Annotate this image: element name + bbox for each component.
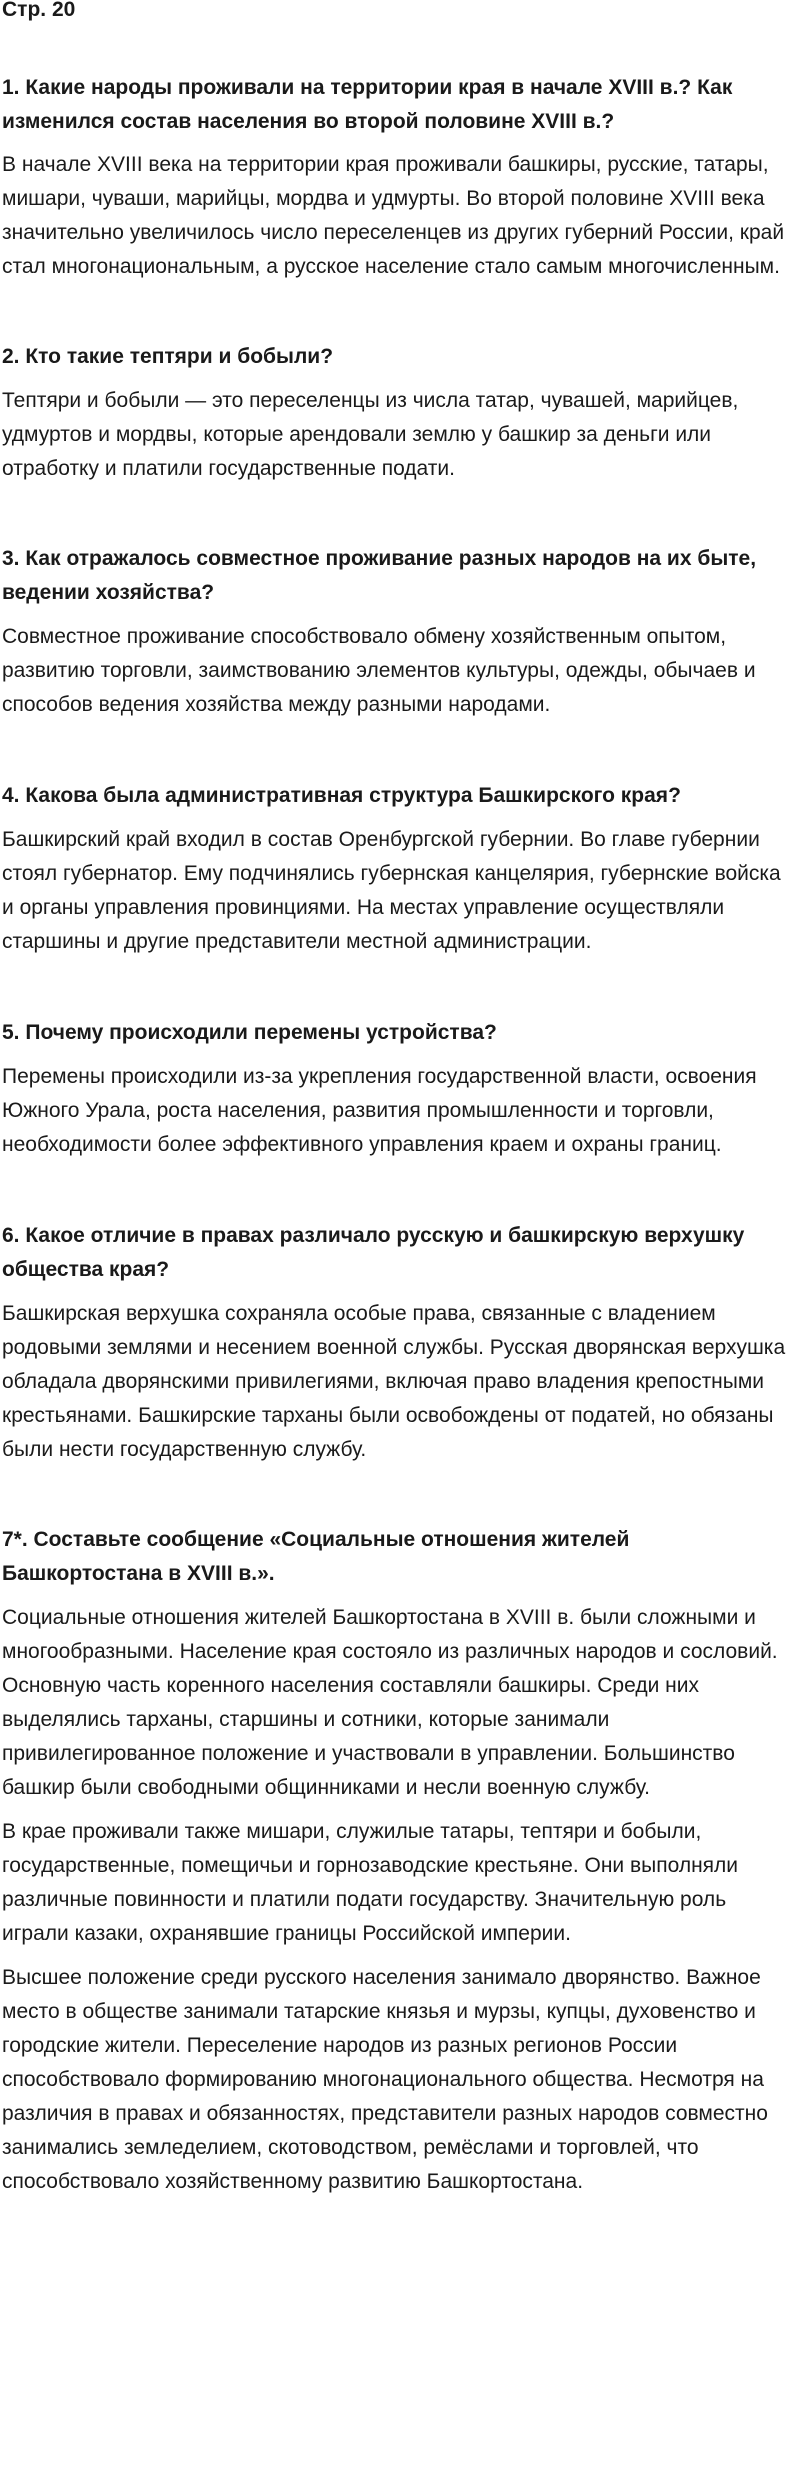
answer-4: Башкирский край входил в состав Оренбургской губернии. Во главе губернии стоял губернатор. Ему подчинялись губернская канцелярия, губернские войска и органы управления провинциями. На местах управление осуществляли старшины и другие представители местной администрации. xyxy=(2,828,781,953)
qa-block-6 xyxy=(2,1219,792,1467)
qa-block-4 xyxy=(2,779,792,959)
answer-7-paragraph-1: Социальные отношения жителей Башкортостана в XVIII в. были сложными и многообразными. Население края состояло из различных народов и сословий. Основную часть коренного населения составляли башкиры. Среди них выделялись тарханы, старшины и сотники, которые занимали привилегированное положение и участвовали в управлении. Большинство башкир были свободными общинниками и несли военную службу. xyxy=(2,1606,778,1799)
qa-block-5 xyxy=(2,1016,792,1162)
qa-block-7 xyxy=(2,1523,792,2199)
answer-3: Совместное проживание способствовало обмену хозяйственным опытом, развитию торговли, заимствованию элементов культуры, одежды, обычаев и способов ведения хозяйства между разными народами. xyxy=(2,625,756,716)
question-1: 1. Какие народы проживали на территории края в начале XVIII в.? Как изменился состав населения во второй половине XVIII в.? xyxy=(2,76,733,133)
qa-block-2 xyxy=(2,340,792,486)
answer-1: В начале XVIII века на территории края проживали башкиры, русские, татары, мишари, чуваши, марийцы, мордва и удмурты. Во второй половине XVIII века значительно увеличилось число переселенцев из других губерний России, край стал многонациональным, а русское население стало самым многочисленным. xyxy=(2,153,785,278)
answer-2: Тептяри и бобыли — это переселенцы из числа татар, чувашей, марийцев, удмуртов и мордвы, которые арендовали землю у башкир за деньги или отработку и платили государственные подати. xyxy=(2,389,739,480)
qa-block-1 xyxy=(2,71,792,284)
question-3: 3. Как отражалось совместное проживание разных народов на их быте, ведении хозяйства? xyxy=(2,547,757,604)
page-title: Стр. 20 xyxy=(2,0,76,21)
question-6: 6. Какое отличие в правах различало русскую и башкирскую верхушку общества края? xyxy=(2,1224,745,1281)
answer-7-paragraph-3: Высшее положение среди русского населения занимало дворянство. Важное место в обществе занимали татарские князья и мурзы, купцы, духовенство и городские жители. Переселение народов из разных регионов России способствовало формированию многонационального общества. Несмотря на различия в правах и обязанностях, представители разных народов совместно занимались земледелием, скотоводством, ремёслами и торговлей, что способствовало хозяйственному развитию Башкортостана. xyxy=(2,1966,768,2193)
answer-7-paragraph-2: В крае проживали также мишари, служилые татары, тептяри и бобыли, государственные, помещичьи и горнозаводские крестьяне. Они выполняли различные повинности и платили подати государству. Значительную роль играли казаки, охранявшие границы Российской империи. xyxy=(2,1820,739,1945)
question-2: 2. Кто такие тептяри и бобыли? xyxy=(2,345,334,368)
answer-5: Перемены происходили из-за укрепления государственной власти, освоения Южного Урала, роста населения, развития промышленности и торговли, необходимости более эффективного управления краем и охраны границ. xyxy=(2,1065,757,1156)
question-5: 5. Почему происходили перемены устройства? xyxy=(2,1021,497,1044)
qa-block-3 xyxy=(2,542,792,722)
answer-6: Башкирская верхушка сохраняла особые права, связанные с владением родовыми землями и несением военной службы. Русская дворянская верхушка обладала дворянскими привилегиями, включая право владения крепостными крестьянами. Башкирские тарханы были освобождены от податей, но обязаны были нести государственную службу. xyxy=(2,1302,786,1461)
question-4: 4. Какова была административная структура Башкирского края? xyxy=(2,784,681,807)
question-7: 7*. Составьте сообщение «Социальные отношения жителей Башкортостана в XVIII в.». xyxy=(2,1528,630,1585)
